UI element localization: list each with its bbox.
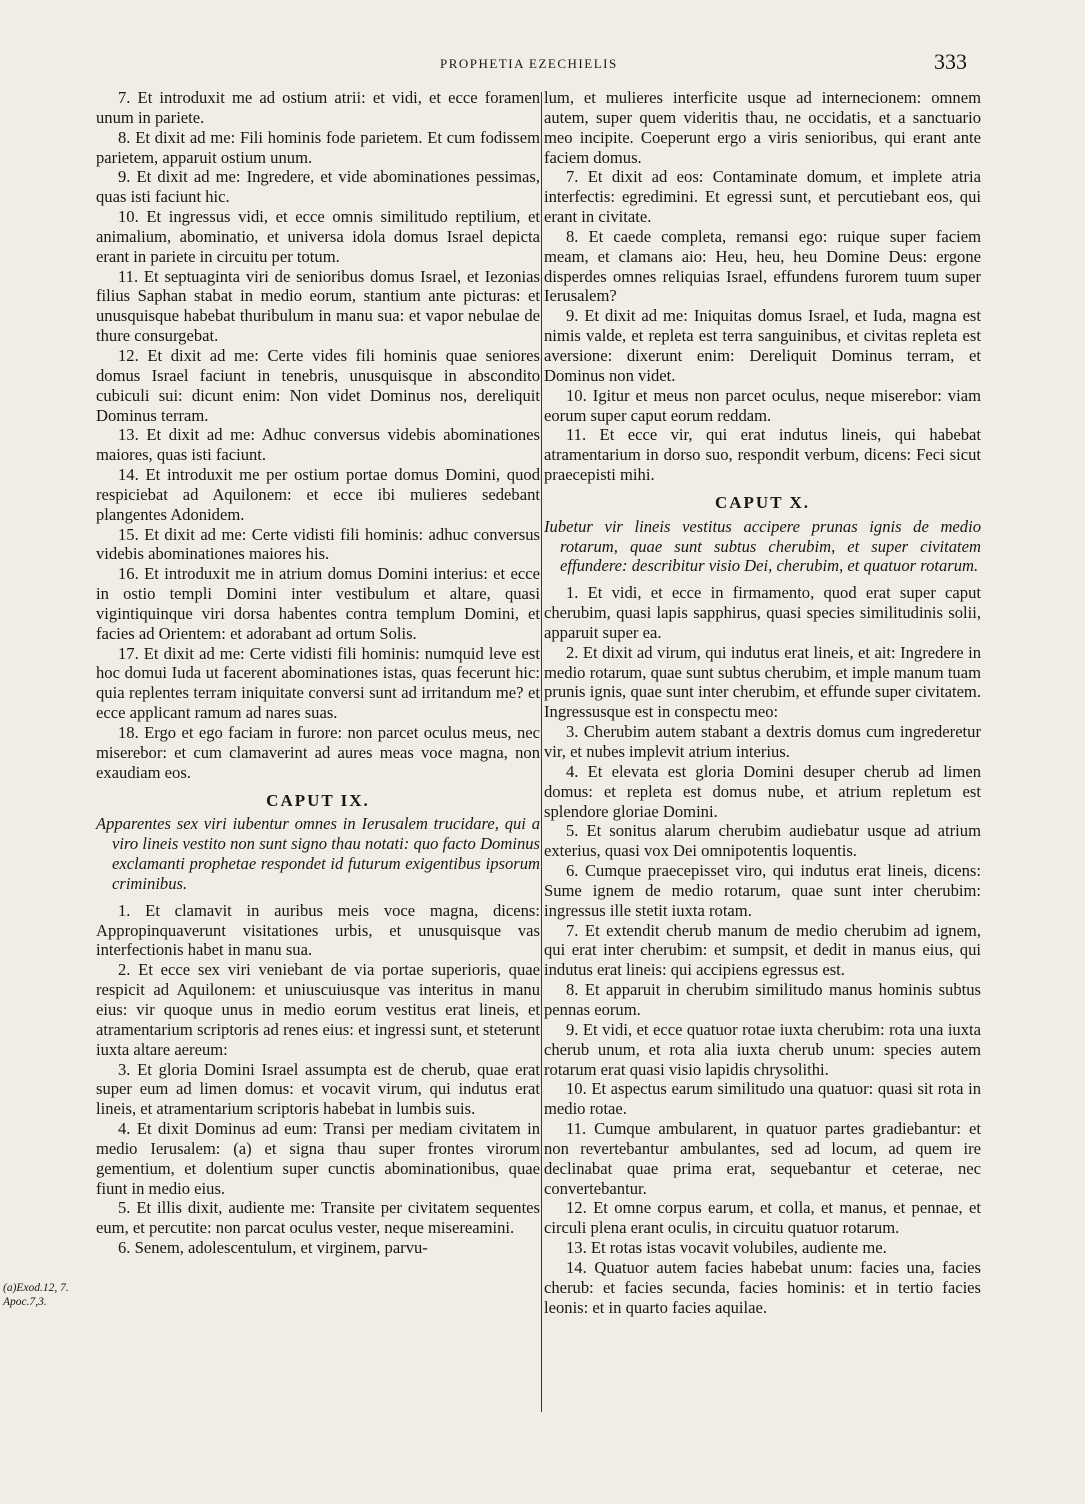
verse-paragraph: 8. Et caede completa, remansi ego: ruique super faciem meam, et clamans aio: Heu, heu, heu Domine Deus: ergone disperdes omnes reliquias Israel, effundens furorem tuum super Ierusalem?: [544, 226, 981, 306]
running-title: PROPHETIA EZECHIELIS: [440, 56, 618, 71]
page-number: 333: [934, 49, 967, 74]
left-column: [96, 88, 540, 1258]
verse-paragraph: 3. Et gloria Domini Israel assumpta est de cherub, quae erat super eum ad limen domus: et vocavit virum, qui indutus erat lineis, et atramentarium scriptoris habebat in lumbis suis.: [96, 1059, 540, 1119]
verse-paragraph: 13. Et dixit ad me: Adhuc conversus videbis abominationes maiores, quas isti faciunt.: [96, 425, 540, 465]
chapter-summary: Apparentes sex viri iubentur omnes in Ierusalem trucidare, qui a viro lineis vestito non sunt signo thau notati: quo facto Dominus exclamanti prophetae respondet id futurum exigentibus ipsorum criminibus.: [96, 814, 540, 893]
verse-paragraph: 3. Cherubim autem stabant a dextris domus cum ingrederetur vir, et nubes implevit atrium interius.: [544, 722, 981, 761]
verse-paragraph: 9. Et vidi, et ecce quatuor rotae iuxta cherubim: rota una iuxta cherub unum, et rota alia iuxta cherub unum: species autem rotarum erat quasi visio lapidis chrysolithi.: [544, 1019, 981, 1079]
verse-paragraph: 14. Et introduxit me per ostium portae domus Domini, quod respiciebat ad Aquilonem: et ecce ibi mulieres sedebant plangentes Adonidem.: [96, 465, 540, 524]
verse-paragraph: 8. Et apparuit in cherubim similitudo manus hominis subtus pennas eorum.: [544, 980, 981, 1019]
verse-paragraph: 14. Quatuor autem facies habebat unum: facies una, facies cherub: et facies secunda, facies hominis: et in tertio facies leonis: et in quarto facies aquilae.: [544, 1257, 981, 1317]
verse-paragraph: 8. Et dixit ad me: Fili hominis fode parietem. Et cum fodissem parietem, apparuit ostium unum.: [96, 127, 540, 167]
marginal-reference: (a)Exod.12, 7. Apoc.7,3.: [3, 1282, 69, 1308]
verse-paragraph: 13. Et rotas istas vocavit volubiles, audiente me.: [566, 1238, 887, 1258]
verse-paragraph: 16. Et introduxit me in atrium domus Domini interius: et ecce in ostio templi Domini inter vestibulum et altare, quasi vigintiquinque viri dorsa habentes contra templum Domini, et facies ad Orientem: et adorabant ad ortum Solis.: [96, 564, 540, 643]
verse-paragraph: 10. Et ingressus vidi, et ecce omnis similitudo reptilium, et animalium, abominatio, et universa idola domus Israel depicta erant in pariete in circuitu per totum.: [96, 207, 540, 266]
verse-paragraph: 6. Senem, adolescentulum, et virginem, parvu-: [118, 1238, 428, 1258]
verse-paragraph: 2. Et ecce sex viri veniebant de via portae superioris, quae respicit ad Aquilonem: et uniuscuiusque vas interitus in manu eius: vir quoque unus in medio eorum vestitus erat lineis, et atramentarium scriptoris ad renes eius: et ingressi sunt, et steterunt iuxta altare aereum:: [96, 960, 540, 1059]
verse-paragraph: 15. Et dixit ad me: Certe vidisti fili hominis: adhuc conversus videbis abominationes maiores his.: [96, 524, 540, 564]
verse-paragraph: 12. Et dixit ad me: Certe vides fili hominis quae seniores domus Israel faciunt in tenebris, unusquisque in abscondito cubiculi sui: dicunt enim: Non videt Dominus nos, dereliquit Dominus terram.: [96, 345, 540, 425]
chapter-summary: Iubetur vir lineis vestitus accipere prunas ignis de medio rotarum, quae sunt subtus cherubim, et super civitatem effundere: describitur visio Dei, cherubim, et quatuor rotarum.: [544, 516, 981, 576]
chapter-heading: CAPUT IX.: [266, 790, 370, 810]
verse-paragraph: 11. Cumque ambularent, in quatuor partes gradiebantur: et non revertebantur ambulantes, sed ad locum, ad quem ire declinabat quae prima erat, sequebantur et ceterae, nec convertebantur.: [544, 1119, 981, 1198]
verse-paragraph: 12. Et omne corpus earum, et colla, et manus, et pennae, et circuli plena erant oculis, in circuitu quatuor rotarum.: [544, 1198, 981, 1238]
verse-paragraph: 18. Ergo et ego faciam in furore: non parcet oculus meus, nec miserebor: et cum clamaverint ad aures meas voce magna, non exaudiam eos.: [96, 723, 540, 782]
verse-paragraph: 1. Et clamavit in auribus meis voce magna, dicens: Appropinquaverunt visitationes urbis, et unusquisque vas interfectionis habet in manu sua.: [96, 900, 540, 960]
verse-paragraph: 4. Et elevata est gloria Domini desuper cherub ad limen domus: et repleta est domus nube, et atrium repletum est splendore gloriae Domini.: [544, 761, 981, 821]
verse-paragraph: 11. Et ecce vir, qui erat indutus lineis, qui habebat atramentarium in dorso suo, respondit verbum, dicens: Feci sicut praecepisti mihi.: [544, 425, 981, 485]
verse-paragraph: 2. Et dixit ad virum, qui indutus erat lineis, et ait: Ingredere in medio rotarum, quae sunt subtus cherubim, et imple manum tuam prunis ignis, quae sunt inter cherubim, et effunde super civitatem. Ingressusque est in conspectu meo:: [544, 642, 981, 722]
verse-paragraph: 9. Et dixit ad me: Ingredere, et vide abominationes pessimas, quas isti faciunt hic.: [96, 167, 540, 207]
right-column: [544, 88, 981, 1317]
verse-paragraph: 10. Igitur et meus non parcet oculus, neque miserebor: viam eorum super caput eorum reddam.: [544, 385, 981, 425]
verse-paragraph: 11. Et septuaginta viri de senioribus domus Israel, et Iezonias filius Saphan stabat in medio eorum, stantium ante picturas: et unusquisque habebat thuribulum in manu sua: et vapor nebulae de thure consurgebat.: [96, 266, 540, 346]
verse-paragraph: 1. Et vidi, et ecce in firmamento, quod erat super caput cherubim, quasi lapis sapphirus, quasi species similitudinis solii, apparuit super ea.: [544, 583, 981, 642]
verse-paragraph: 7. Et dixit ad eos: Contaminate domum, et implete atria interfectis: egredimini. Et egressi sunt, et percutiebant eos, qui erant in civitate.: [544, 167, 981, 227]
verse-paragraph: 7. Et introduxit me ad ostium atrii: et vidi, et ecce foramen unum in pariete.: [96, 88, 540, 127]
verse-paragraph: 6. Cumque praecepisset viro, qui indutus erat lineis, dicens: Sume ignem de medio rotarum, quae sunt inter cherubim: ingressus ille stetit iuxta rotam.: [544, 861, 981, 920]
verse-paragraph: 9. Et dixit ad me: Iniquitas domus Israel, et Iuda, magna est nimis valde, et repleta est terra sanguinibus, et civitas repleta est aversione: dixerunt enim: Dereliquit Dominus terram, et Dominus non videt.: [544, 306, 981, 385]
column-divider: [541, 92, 542, 1412]
verse-paragraph: lum, et mulieres interficite usque ad internecionem: omnem autem, super quem videritis thau, ne occidatis, et a sanctuario meo incipite. Coeperunt ergo a viris senioribus, qui erant ante faciem domus.: [544, 88, 981, 167]
chapter-heading: CAPUT X.: [714, 492, 811, 512]
verse-paragraph: 5. Et sonitus alarum cherubim audiebatur usque ad atrium exterius, quasi vox Dei omnipotentis loquentis.: [544, 821, 981, 861]
verse-paragraph: 4. Et dixit Dominus ad eum: Transi per mediam civitatem in medio Ierusalem: (a) et signa thau super frontes virorum gementium, et dolentium super cunctis abominationibus, quae fiunt in medio eius.: [96, 1119, 540, 1198]
verse-paragraph: 7. Et extendit cherub manum de medio cherubim ad ignem, qui erat inter cherubim: et sumpsit, et dedit in manus eius, qui indutus erat lineis: qui accipiens egressus est.: [544, 920, 981, 980]
verse-paragraph: 5. Et illis dixit, audiente me: Transite per civitatem sequentes eum, et percutite: non parcat oculus vester, neque misereamini.: [96, 1198, 540, 1238]
verse-paragraph: 17. Et dixit ad me: Certe vidisti fili hominis: numquid leve est hoc domui Iuda ut facerent abominationes istas, quas fecerunt hic: quia replentes terram iniquitate conversi sunt ad irritandum me? et ecce applicant ramum ad nares suas.: [96, 643, 540, 723]
verse-paragraph: 10. Et aspectus earum similitudo una quatuor: quasi sit rota in medio rotae.: [544, 1079, 981, 1119]
